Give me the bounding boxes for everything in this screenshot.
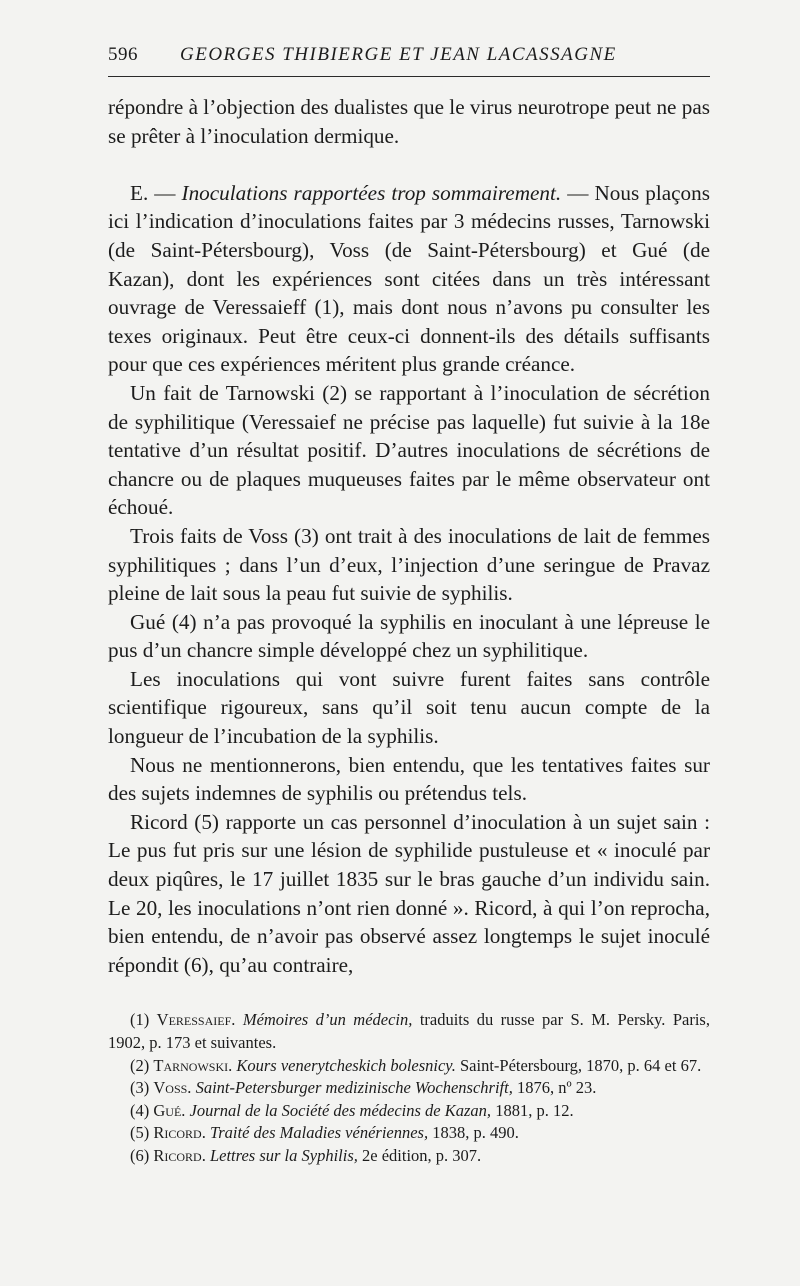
footnote — [108, 1145, 710, 1168]
footnote — [108, 1100, 710, 1123]
footnote-author: Tarnowski. — [153, 1055, 233, 1075]
footnote-author: Veressaief. — [156, 1010, 236, 1030]
footnote-details: 2e édition, p. 307. — [357, 1145, 482, 1165]
footnote-number: (5) — [130, 1123, 154, 1143]
footnote-number: (6) — [130, 1145, 154, 1165]
footnote-title: Journal de la Société des médecins de Kazan, — [185, 1100, 492, 1120]
paragraph: Ricord (5) rapporte un cas personnel d’inoculation à un sujet sain : Le pus fut pris sur une lésion de syphilide pustuleuse et « inoculé par deux piqûres, le 17 juillet 1835 sur le bras gauche d’un individu sain. Le 20, les inoculations n’ont rien donné ». Ricord, à qui l’on reprocha, bien entendu, de n’avoir pas observé assez longtemps le sujet inoculé répondit (6), qu’au contraire, — [108, 809, 710, 977]
body-text — [108, 93, 710, 979]
paragraph: Un fait de Tarnowski (2) se rapportant à l’inoculation de sécrétion de syphilitique (Veressaief ne précise pas laquelle) fut suivie à la 18e tentative d’un résultat positif. D’autres inoculations de sécrétions de chancre ou de plaques muqueuses faites par le même observateur ont échoué. — [108, 380, 710, 520]
footnote-number: (3) — [130, 1078, 154, 1098]
section-e-paragraph — [108, 179, 710, 379]
footnote — [108, 1055, 710, 1078]
running-head: GEORGES THIBIERGE ET JEAN LACASSAGNE — [180, 44, 617, 65]
page-number: 596 — [108, 44, 138, 65]
footnotes — [108, 1009, 710, 1167]
page-header — [108, 44, 710, 77]
footnote-title: Kours venerytcheskich bolesnicy. — [232, 1055, 456, 1075]
footnote-author: Ricord. — [153, 1145, 206, 1165]
section-title: Inoculations rapportées trop sommairement. — [181, 180, 562, 205]
footnote-details: traduits du russe par S. M. Persky. Paris, 1902, p. 173 et suivantes. — [108, 1010, 710, 1052]
section-label: E. — — [130, 180, 182, 205]
paragraph: répondre à l’objection des dualistes que le virus neurotrope peut ne pas se prêter à l’inoculation dermique. — [108, 95, 710, 148]
footnote-number: (2) — [130, 1055, 154, 1075]
footnote-number: (4) — [130, 1100, 154, 1120]
footnote-author: Gué. — [153, 1100, 186, 1120]
footnote-details: Saint-Pétersbourg, 1870, p. 64 et 67. — [455, 1055, 702, 1075]
footnote-title: Lettres sur la Syphilis, — [205, 1145, 358, 1165]
footnote-details: 1876, nº 23. — [512, 1078, 597, 1098]
footnote-author: Voss. — [153, 1078, 192, 1098]
paragraph: Gué (4) n’a pas provoqué la syphilis en inoculant à une lépreuse le pus d’un chancre simple développé chez un syphilitique. — [108, 609, 710, 663]
footnote — [108, 1009, 710, 1054]
footnote-title: Saint-Petersburger medizinische Wochenschrift, — [191, 1078, 513, 1098]
footnote-title: Traité des Maladies vénériennes, — [205, 1123, 429, 1143]
footnote — [108, 1077, 710, 1100]
footnote-details: 1881, p. 12. — [491, 1100, 574, 1120]
footnote — [108, 1122, 710, 1145]
paragraph: Les inoculations qui vont suivre furent faites sans contrôle scientifique rigoureux, sans qu’il soit tenu aucun compte de la longueur de l’incubation de la syphilis. — [108, 666, 710, 749]
paragraph: Trois faits de Voss (3) ont trait à des inoculations de lait de femmes syphilitiques ; dans l’un d’eux, l’injection d’une seringue de Pravaz pleine de lait sous la peau fut suivie de syphilis. — [108, 523, 710, 606]
footnote-author: Ricord. — [153, 1123, 206, 1143]
page — [108, 44, 710, 1168]
footnote-details: 1838, p. 490. — [428, 1123, 519, 1143]
footnote-number: (1) — [130, 1010, 157, 1030]
section-text: — Nous plaçons ici l’indication d’inoculations faites par 3 médecins russes, Tarnowski (de Saint-Pétersbourg), Voss (de Saint-Pétersbourg) et Gué (de Kazan), dont les expériences sont citées dans un très intéressant ouvrage de Veressaieff (1), mais dont nous n’avons pu consulter les texes originaux. Peut être ceux-ci donnent-ils des détails suffisants pour que ces expériences méritent plus grande créance. — [108, 180, 710, 377]
paragraph: Nous ne mentionnerons, bien entendu, que les tentatives faites sur des sujets indemnes de syphilis ou prétendus tels. — [108, 752, 710, 806]
footnote-title: Mémoires d’un médecin, — [235, 1010, 413, 1030]
